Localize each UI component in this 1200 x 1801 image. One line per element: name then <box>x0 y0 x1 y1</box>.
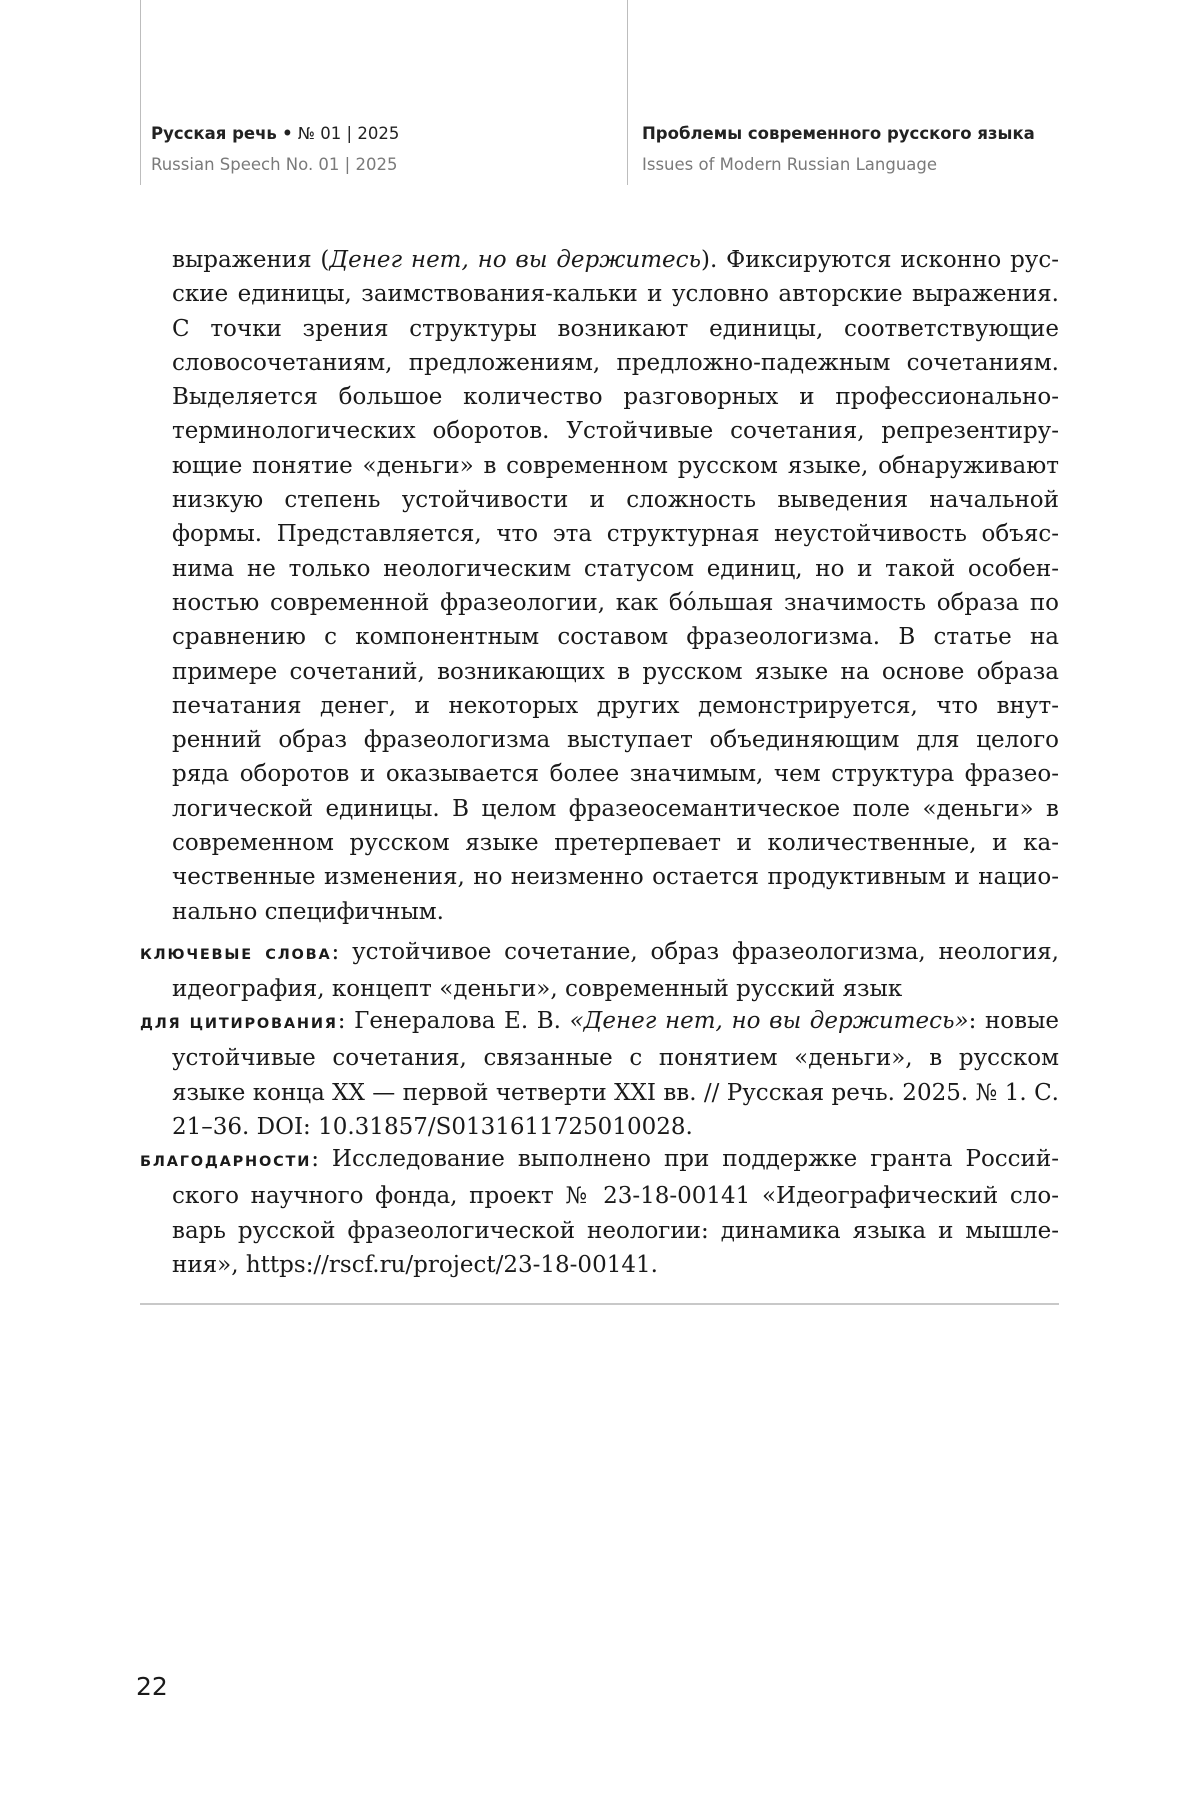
running-header-journal <box>151 122 399 177</box>
abstract-text-start: выражения ( <box>172 247 330 273</box>
citation-label: ДЛЯ ЦИТИРОВАНИЯ <box>140 1016 338 1032</box>
abstract-italic-phrase: Денег нет, но вы держитесь <box>329 247 702 273</box>
keywords-label: КЛЮЧЕВЫЕ СЛОВА <box>140 947 332 963</box>
bottom-divider <box>140 1303 1059 1305</box>
section-title-en: Issues of Modern Russian Language <box>642 155 938 174</box>
page-number: 22 <box>136 1672 168 1701</box>
journal-name: Русская речь <box>151 124 277 143</box>
issue-number: № 01 | 2025 <box>297 124 400 143</box>
acknowledgments-label: БЛАГОДАРНОСТИ <box>140 1154 312 1170</box>
keywords-block <box>140 935 1059 1007</box>
header-rule-left <box>140 0 141 185</box>
bullet: • <box>282 124 293 143</box>
acknowledgments-block <box>140 1142 1059 1282</box>
citation-text-start: : Генералова Е. В. <box>337 1008 570 1034</box>
acknowledgments-text: : Исследование выполнено при поддержке гранта Российского научного фонда, проект № 23-18-00141 «Идеографический словарь русской фразеологической неологии: динамика языка и мышления», https://rscf.ru/project/23-18-00141. <box>172 1146 1059 1278</box>
citation-text-end: : новые устойчивые сочетания, связанные с понятием «деньги», в русском языке конца XX — первой четверти XXI вв. // Русская речь. 2025. № 1. С. 21–36. DOI: 10.31857/S0131611725010028. <box>172 1008 1059 1140</box>
running-header-section <box>642 122 1035 177</box>
keywords-text: : устойчивое сочетание, образ фразеологизма, неология, идеография, концепт «деньги», современный русский язык <box>172 939 1059 1003</box>
journal-title-line <box>151 122 399 146</box>
citation-block <box>140 1004 1059 1144</box>
citation-italic-title: «Денег нет, но вы держитесь» <box>569 1008 969 1034</box>
section-title-ru: Проблемы современного русского языка <box>642 124 1035 143</box>
abstract-paragraph <box>172 243 1059 929</box>
journal-title-english: Russian Speech No. 01 | 2025 <box>151 155 398 174</box>
abstract-continuation <box>172 243 1059 929</box>
abstract-text-end: ). Фиксируются исконно русские единицы, заимствования-кальки и условно авторские выражения. С точки зрения структуры возникают единицы, соответствующие словосочетаниям, предложениям, предложно-падежным сочетаниям. Выделяется большое количество разговорных и профессионально-терминологических оборотов. Устойчивые сочетания, репрезентирующие понятие «деньги» в современном русском языке, обнаруживают низкую степень устойчивости и сложность выведения начальной формы. Представляется, что эта структурная неустойчивость объяснима не только неологическим статусом единиц, но и такой особенностью современной фразеологии, как бóльшая значимость образа по сравнению с компонентным составом фразеологизма. В статье на примере сочетаний, возникающих в русском языке на основе образа печатания денег, и некоторых других демонстрируется, что внутренний образ фразеологизма выступает объединяющим для целого ряда оборотов и оказывается более значимым, чем структура фразеологической единицы. В целом фразеосемантическое поле «деньги» в современном русском языке претерпевает и количественные, и качественные изменения, но неизменно остается продуктивным и национально специфичным. <box>172 247 1059 925</box>
header-rule-right <box>627 0 628 185</box>
